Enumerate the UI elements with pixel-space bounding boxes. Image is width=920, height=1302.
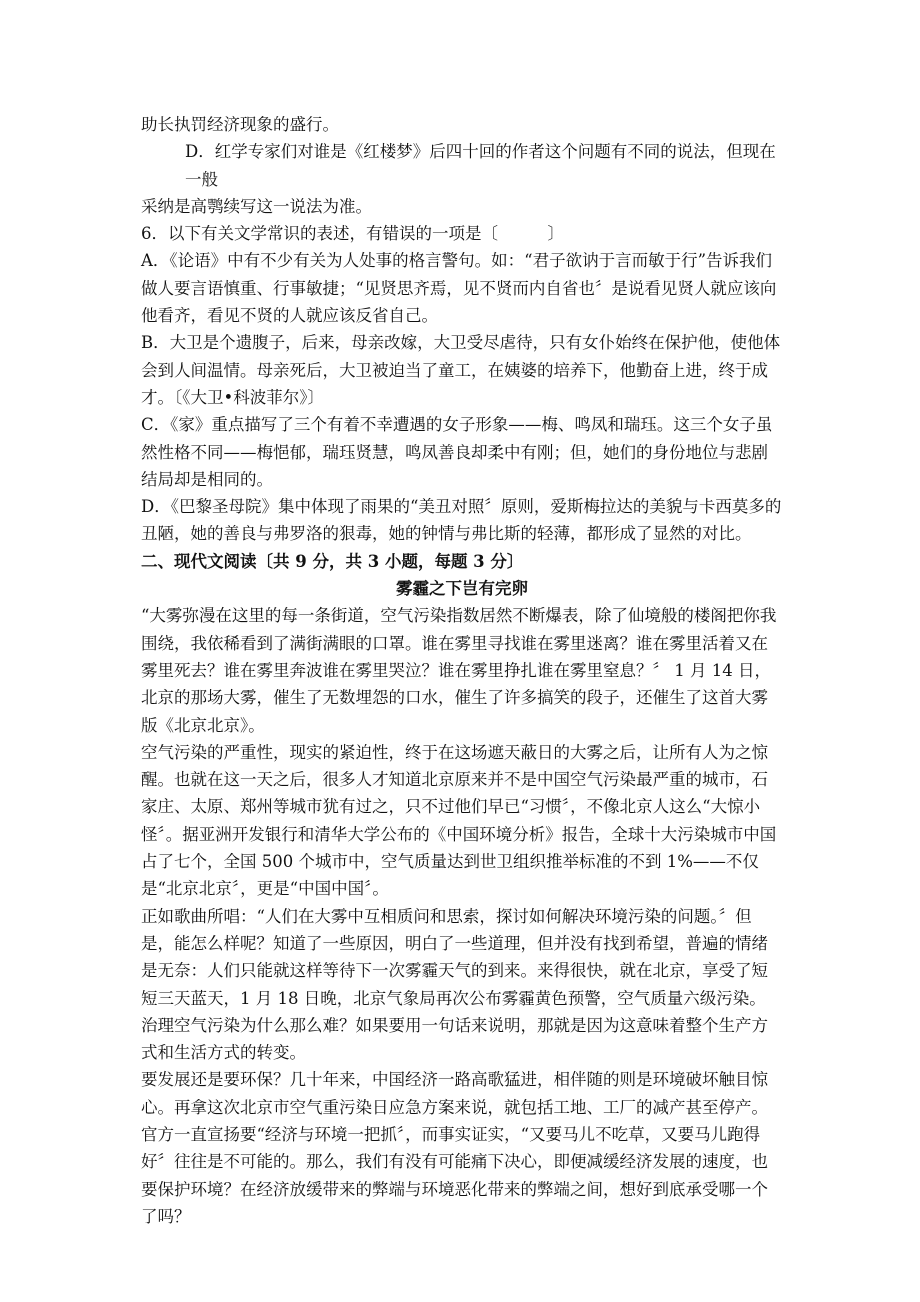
article-paragraph: 治理空气污染为什么那么难？如果要用一句话来说明，那就是因为这意味着整个生产方式和生活方式的转变。 (141, 1015, 768, 1063)
document-body (141, 111, 783, 1230)
section-heading: 二、现代文阅读〔共 9 分，共 3 小题，每题 3 分〕 (141, 551, 524, 571)
question-6-option-b: B．大卫是个遗腹子，后来，母亲改嫁，大卫受尽虐待，只有女仆始终在保护他，使他体会到人间温情。母亲死后，大卫被迫当了童工，在姨婆的培养下，他勤奋上进，终于成才。〔《大卫•科波菲尔》〕 (141, 333, 781, 407)
question-6-option-a: A．《论语》中有不少有关为人处事的格言警句。如：“君子欲讷于言而敏于行”告诉我们做人要言语慎重、行事敏捷；“见贤思齐焉，见不贤而内自省也〞是说看见贤人就应该向他看齐，看见不贤的人就应该反省自己。 (141, 251, 777, 326)
article-paragraph: 正如歌曲所唱：“人们在大雾中互相质问和思索，探讨如何解决环境污染的问题。〞但是，能怎么样呢？知道了一些原因，明白了一些道理，但并没有找到希望，普遍的情绪是无奈：人们只能就这样等待下一次雾霾天气的到来。来得很快，就在北京，享受了短短三天蓝天，1 月 18 日晚，北京气象局再次公布雾霾黄色预警，空气质量六级污染。 (141, 906, 768, 1008)
paragraph-continuation: 采纳是高鹗续写这一说法为准。 (141, 196, 372, 216)
question-6-option-d: D．《巴黎圣母院》集中体现了雨果的“美丑对照〞原则，爱斯梅拉达的美貌与卡西莫多的丑陋，她的善良与弗罗洛的狠毒，她的钟情与弗比斯的轻薄，都形成了显然的对比。 (141, 497, 782, 544)
question-6-stem: 6．以下有关文学常识的表述，有错误的一项是〔 〕 (141, 224, 564, 244)
option-d-previous: D．红学专家们对谁是《红楼梦》后四十回的作者这个问题有不同的说法，但现在一般 (185, 142, 776, 189)
paragraph-fragment: 助长执罚经济现象的盛行。 (141, 115, 339, 134)
article-paragraph: 要发展还是要环保？几十年来，中国经济一路高歌猛进，相伴随的则是环境破坏触目惊心。再拿这次北京市空气重污染日应急方案来说，就包括工地、工厂的减产甚至停产。官方一直宣扬要“经济与环境一把抓〞，而事实证实，“又要马儿不吃草，又要马儿跑得好〞往往是不可能的。那么，我们有没有可能痛下决心，即便减缓经济发展的速度，也要保护环境？在经济放缓带来的弊端与环境恶化带来的弊端之间，想好到底承受哪一个了吗？ (141, 1070, 768, 1226)
question-6-option-c: C．《家》重点描写了三个有着不幸遭遇的女子形象——梅、鸣凤和瑞珏。这三个女子虽然性格不同——梅悒郁，瑞珏贤慧，鸣凤善良却柔中有刚；但，她们的身份地位与悲剧结局却是相同的。 (141, 415, 773, 489)
article-paragraph: 空气污染的严重性，现实的紧迫性，终于在这场遮天蔽日的大雾之后，让所有人为之惊醒。也就在这一天之后，很多人才知道北京原来并不是中国空气污染最严重的城市，石家庄、太原、郑州等城市犹有过之，只不过他们早已“习惯〞，不像北京人这么“大惊小怪〞。据亚洲开发银行和清华大学公布的《中国环境分析》报告，全球十大污染城市中国占了七个，全国 500 个城市中，空气质量达到世卫组织推举标准的不到 1%——不仅是“北京北京〞，更是“中国中国〞。 (141, 742, 777, 899)
article-title: 雾霾之下岂有完卵 (396, 579, 528, 599)
article-paragraph: “大雾弥漫在这里的每一条街道，空气污染指数居然不断爆表，除了仙境般的楼阁把你我围绕，我依稀看到了满街满眼的口罩。谁在雾里寻找谁在雾里迷离？谁在雾里活着又在雾里死去？谁在雾里奔波谁在雾里哭泣？谁在雾里挣扎谁在雾里窒息？〞 1 月 14 日，北京的那场大雾，催生了无数埋怨的口水，催生了许多搞笑的段子，还催生了这首大雾版《北京北京》。 (141, 606, 777, 735)
